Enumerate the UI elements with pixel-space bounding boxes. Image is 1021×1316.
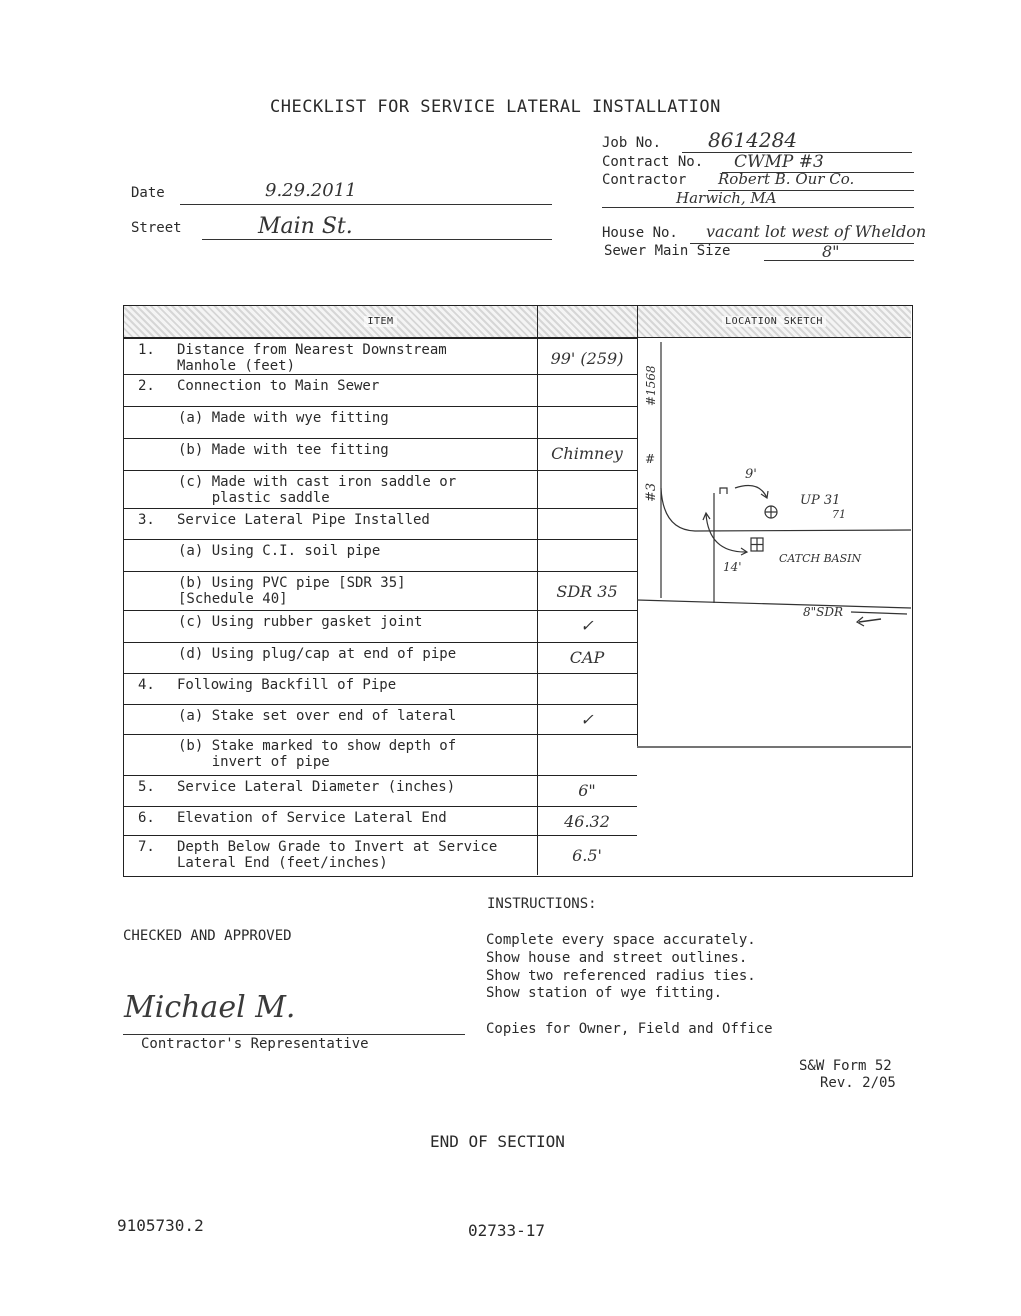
item-text: (c) Using rubber gasket joint xyxy=(178,614,423,630)
item-number: 5. xyxy=(138,779,155,795)
table-row xyxy=(124,470,637,508)
item-text: Depth Below Grade to Invert at Service Lateral End (feet/inches) xyxy=(177,839,498,871)
item-text: Service Lateral Pipe Installed xyxy=(177,512,430,528)
table-row xyxy=(124,610,637,642)
table-row xyxy=(124,642,637,673)
item-value: 6" xyxy=(578,781,596,800)
item-number: 2. xyxy=(138,378,155,394)
copies-note: Copies for Owner, Field and Office xyxy=(486,1021,773,1037)
street-label: Street xyxy=(131,220,182,236)
item-header: ITEM xyxy=(124,306,637,338)
form-id: S&W Form 52 xyxy=(799,1058,892,1074)
item-value: ✓ xyxy=(580,616,594,635)
table-row xyxy=(124,338,637,374)
sketch-up-sub: 71 xyxy=(832,508,846,521)
location-sketch xyxy=(637,338,911,778)
sketch-house-label: #1568 xyxy=(644,365,658,406)
table-row xyxy=(124,704,637,734)
table-row xyxy=(124,775,637,806)
table-row xyxy=(124,406,637,438)
sketch-lateral-label: #3 xyxy=(644,482,659,502)
item-number: 7. xyxy=(138,839,155,855)
table-row xyxy=(124,539,637,571)
contractor-value-line1: Robert B. Our Co. xyxy=(718,170,855,188)
table-row xyxy=(124,374,637,406)
table-row xyxy=(124,806,637,835)
end-of-section: END OF SECTION xyxy=(430,1132,565,1151)
house-no-label: House No. xyxy=(602,225,678,241)
contract-no-label: Contract No. xyxy=(602,154,704,170)
job-no-value: 8614284 xyxy=(708,128,798,152)
item-text: Following Backfill of Pipe xyxy=(177,677,397,693)
sketch-catch-basin: CATCH BASIN xyxy=(779,552,862,565)
item-text: (b) Made with tee fitting xyxy=(178,442,389,458)
instruction-line: Show two referenced radius ties. xyxy=(486,968,756,984)
item-value: ✓ xyxy=(580,710,594,729)
item-text: Connection to Main Sewer xyxy=(177,378,380,394)
item-text: (a) Made with wye fitting xyxy=(178,410,389,426)
signature: Michael M. xyxy=(124,990,296,1025)
sewer-main-size-label: Sewer Main Size xyxy=(604,243,731,259)
item-text: Service Lateral Diameter (inches) xyxy=(177,779,456,795)
instructions-heading: INSTRUCTIONS: xyxy=(487,896,597,912)
table-row xyxy=(124,438,637,470)
instruction-line: Show house and street outlines. xyxy=(486,950,748,966)
item-number: 1. xyxy=(138,342,155,358)
contractor-label: Contractor xyxy=(602,172,687,188)
item-value: Chimney xyxy=(551,444,623,463)
item-text: (d) Using plug/cap at end of pipe xyxy=(178,646,457,662)
table-row xyxy=(124,835,637,875)
item-text: (a) Using C.I. soil pipe xyxy=(178,543,381,559)
item-value: 6.5' xyxy=(572,846,602,865)
item-text: (c) Made with cast iron saddle or plastic saddle xyxy=(178,474,457,506)
sewer-main-size-value: 8" xyxy=(822,242,840,261)
sketch-dist-9: 9' xyxy=(745,467,757,482)
table-row xyxy=(124,734,637,775)
sketch-house-prefix: # xyxy=(645,452,656,466)
contract-no-value: CWMP #3 xyxy=(734,152,824,172)
spec-number: 02733-17 xyxy=(468,1221,546,1240)
revision: Rev. 2/05 xyxy=(820,1075,896,1091)
item-text: (a) Stake set over end of lateral xyxy=(178,708,457,724)
item-text: (b) Stake marked to show depth of invert of pipe xyxy=(178,738,457,770)
sketch-main-label: 8"SDR xyxy=(803,605,844,619)
street-value: Main St. xyxy=(258,214,353,239)
item-number: 4. xyxy=(138,677,155,693)
page-title: CHECKLIST FOR SERVICE LATERAL INSTALLATION xyxy=(270,97,721,117)
item-number: 6. xyxy=(138,810,155,826)
checked-approved-label: CHECKED AND APPROVED xyxy=(123,928,292,944)
job-no-label: Job No. xyxy=(602,135,662,151)
date-label: Date xyxy=(131,185,165,201)
item-number: 3. xyxy=(138,512,155,528)
item-value: 99' (259) xyxy=(550,349,624,368)
item-value: SDR 35 xyxy=(556,582,618,601)
table-row xyxy=(124,673,637,704)
table-row xyxy=(124,571,637,610)
item-text: Distance from Nearest Downstream Manhole (feet) xyxy=(177,342,447,374)
representative-label: Contractor's Representative xyxy=(141,1036,369,1052)
checklist-table xyxy=(123,305,913,877)
house-no-value: vacant lot west of Wheldon xyxy=(706,222,927,241)
item-value: CAP xyxy=(569,648,605,667)
instruction-line: Complete every space accurately. xyxy=(486,932,756,948)
table-row xyxy=(124,508,637,539)
item-value: 46.32 xyxy=(564,812,610,831)
contractor-value-line2: Harwich, MA xyxy=(676,189,777,207)
sketch-dist-14: 14' xyxy=(723,560,742,574)
item-text: Elevation of Service Lateral End xyxy=(177,810,447,826)
sketch-up-label: UP 31 xyxy=(800,493,841,508)
item-text: (b) Using PVC pipe [SDR 35] [Schedule 40] xyxy=(178,575,406,607)
date-value: 9.29.2011 xyxy=(265,180,357,201)
sketch-header: LOCATION SKETCH xyxy=(637,306,911,338)
instruction-line: Show station of wye fitting. xyxy=(486,985,723,1001)
doc-number: 9105730.2 xyxy=(117,1216,204,1235)
